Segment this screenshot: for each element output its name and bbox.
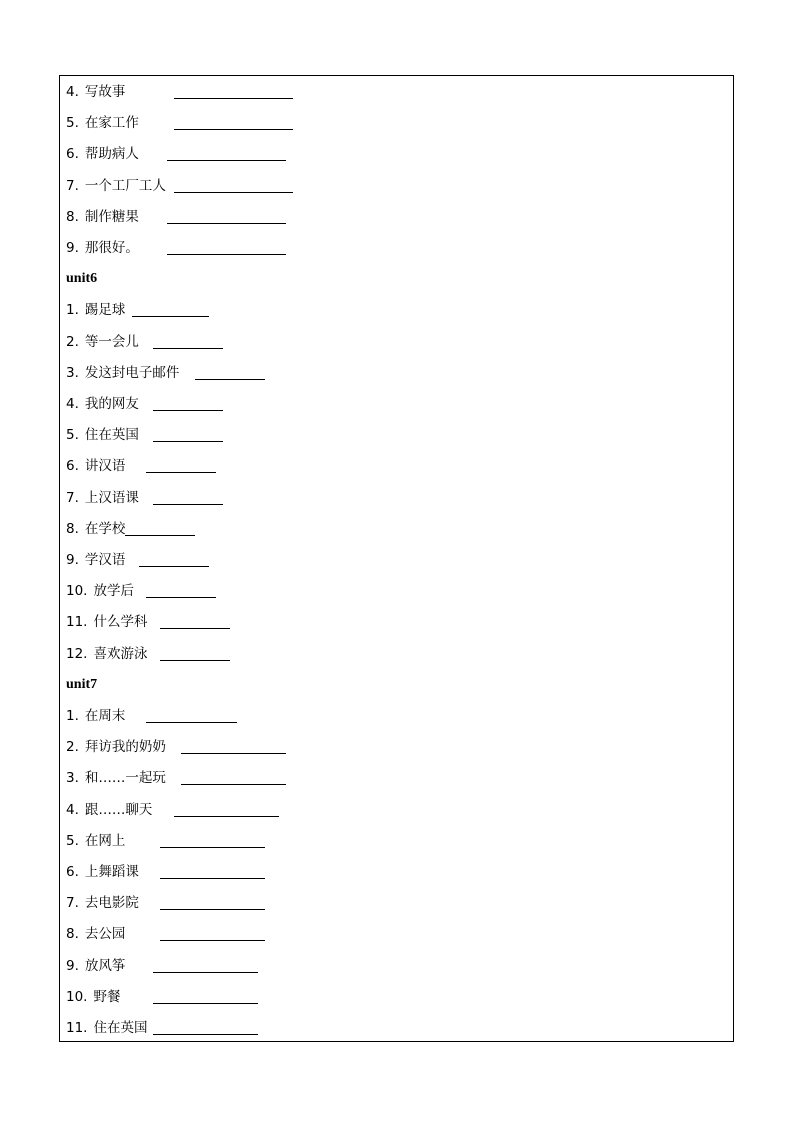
unit7-heading: unit7 <box>66 677 98 692</box>
answer-blank[interactable] <box>167 254 286 255</box>
list-item: 12. 喜欢游泳 <box>66 646 148 662</box>
list-item: 3. 发这封电子邮件 <box>66 365 180 381</box>
list-item: 8. 在学校 <box>66 521 126 537</box>
answer-blank[interactable] <box>146 472 216 473</box>
answer-blank[interactable] <box>160 909 265 910</box>
list-item: 7. 一个工厂工人 <box>66 178 166 194</box>
answer-blank[interactable] <box>160 660 230 661</box>
list-item: 2. 等一会儿 <box>66 334 139 350</box>
list-item: 7. 去电影院 <box>66 895 139 911</box>
list-item: 2. 拜访我的奶奶 <box>66 739 166 755</box>
answer-blank[interactable] <box>174 192 293 193</box>
answer-blank[interactable] <box>167 160 286 161</box>
answer-blank[interactable] <box>153 441 223 442</box>
answer-blank[interactable] <box>181 753 286 754</box>
answer-blank[interactable] <box>160 847 265 848</box>
answer-blank[interactable] <box>153 504 223 505</box>
list-item: 7. 上汉语课 <box>66 490 139 506</box>
list-item: 6. 讲汉语 <box>66 458 126 474</box>
answer-blank[interactable] <box>160 878 265 879</box>
answer-blank[interactable] <box>174 129 293 130</box>
answer-blank[interactable] <box>125 535 195 536</box>
answer-blank[interactable] <box>160 940 265 941</box>
answer-blank[interactable] <box>153 972 258 973</box>
list-item: 8. 制作糖果 <box>66 209 139 225</box>
answer-blank[interactable] <box>153 348 223 349</box>
answer-blank[interactable] <box>146 722 237 723</box>
answer-blank[interactable] <box>174 816 279 817</box>
list-item: 4. 写故事 <box>66 84 126 100</box>
list-item: 9. 那很好。 <box>66 240 139 256</box>
answer-blank[interactable] <box>195 379 265 380</box>
list-item: 5. 在家工作 <box>66 115 139 131</box>
unit6-heading: unit6 <box>66 271 98 286</box>
list-item: 6. 帮助病人 <box>66 146 139 162</box>
list-item: 1. 在周末 <box>66 708 126 724</box>
answer-blank[interactable] <box>139 566 209 567</box>
list-item: 4. 跟……聊天 <box>66 802 153 818</box>
list-item: 6. 上舞蹈课 <box>66 864 139 880</box>
answer-blank[interactable] <box>132 316 209 317</box>
answer-blank[interactable] <box>167 223 286 224</box>
answer-blank[interactable] <box>153 1003 258 1004</box>
list-item: 8. 去公园 <box>66 926 126 942</box>
worksheet-frame <box>59 75 734 1042</box>
list-item: 11. 住在英国 <box>66 1020 148 1036</box>
list-item: 3. 和……一起玩 <box>66 770 166 786</box>
answer-blank[interactable] <box>181 784 286 785</box>
answer-blank[interactable] <box>153 410 223 411</box>
answer-blank[interactable] <box>153 1034 258 1035</box>
list-item: 4. 我的网友 <box>66 396 139 412</box>
list-item: 9. 放风筝 <box>66 958 126 974</box>
answer-blank[interactable] <box>160 628 230 629</box>
answer-blank[interactable] <box>146 597 216 598</box>
list-item: 10. 野餐 <box>66 989 121 1005</box>
answer-blank[interactable] <box>174 98 293 99</box>
list-item: 5. 住在英国 <box>66 427 139 443</box>
list-item: 1. 踢足球 <box>66 302 126 318</box>
list-item: 10. 放学后 <box>66 583 134 599</box>
list-item: 11. 什么学科 <box>66 614 148 630</box>
list-item: 9. 学汉语 <box>66 552 126 568</box>
list-item: 5. 在网上 <box>66 833 126 849</box>
